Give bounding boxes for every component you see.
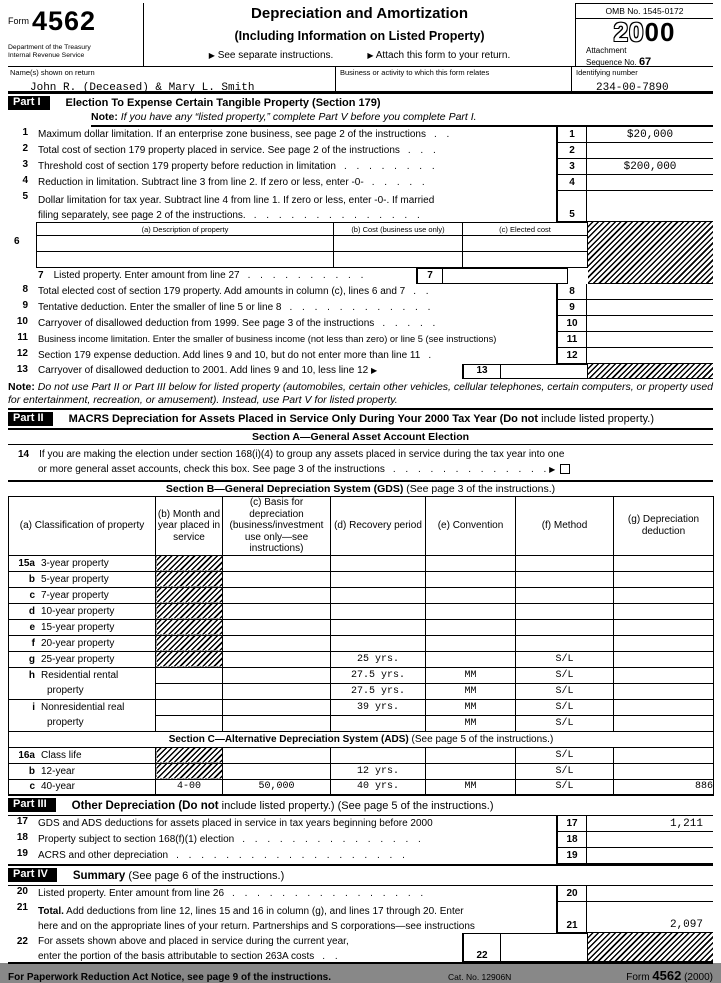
deduction-field[interactable] xyxy=(614,635,714,651)
line-5-box: 5 xyxy=(556,191,587,222)
month-year-field[interactable] xyxy=(156,667,223,683)
line-1-box: 1 xyxy=(556,127,587,143)
form-subtitle: (Including Information on Listed Property) xyxy=(234,29,485,43)
shaded-cell xyxy=(156,619,223,635)
attach-note: ▶ Attach this form to your return. xyxy=(367,50,511,61)
line-11-text: Business income limitation. Enter the smaller of business income (not less than zero) or line 5 (see instructions) xyxy=(38,333,497,344)
basis-field[interactable] xyxy=(223,603,331,619)
deduction-field[interactable] xyxy=(614,619,714,635)
basis-field[interactable] xyxy=(223,635,331,651)
line-11 xyxy=(8,332,713,348)
deduction-field[interactable] xyxy=(614,571,714,587)
line-12-text: Section 179 expense deduction. Add lines 9 and 10, but do not enter more than line 11 . xyxy=(38,349,432,361)
shaded-cell xyxy=(156,651,223,667)
listed-property-note: Note: Do not use Part II or Part III below for listed property (automobiles, certain other vehicles, cellular telephones, certain computers, or property used for entertainment, recreation, or amusement). Instead, use Part V for listed property. xyxy=(8,380,714,406)
recovery-field[interactable]: 39 yrs. xyxy=(331,699,426,715)
part4-bar xyxy=(8,864,713,886)
convention-field[interactable]: MM xyxy=(426,779,516,795)
section-c-title: Section C—Alternative Depreciation System (ADS) (See page 5 of the instructions.) xyxy=(9,731,714,747)
line-2 xyxy=(8,143,713,159)
line-12 xyxy=(8,348,713,364)
identity-strip xyxy=(8,67,713,94)
line-18-box: 18 xyxy=(556,832,587,848)
row-15c: c 7-year property xyxy=(9,587,714,603)
line-6-row2-cost-field[interactable] xyxy=(333,252,462,268)
line-4-value-field[interactable] xyxy=(587,175,713,191)
line-3-box: 3 xyxy=(556,159,587,175)
line-10 xyxy=(8,316,713,332)
line-12-value-field[interactable] xyxy=(587,348,713,364)
part1-bar xyxy=(8,94,713,112)
line-6-row2 xyxy=(8,252,588,268)
basis-field[interactable] xyxy=(223,571,331,587)
line-2-text: Total cost of section 179 property placed in service. See page 2 of the instructions . . . xyxy=(38,144,436,156)
col-a-header: (a) Description of property xyxy=(36,222,333,236)
part2-bar xyxy=(8,408,713,430)
part3-bar xyxy=(8,796,713,816)
deduction-field[interactable] xyxy=(614,747,714,763)
line-14: 14 If you are making the election under section 168(i)(4) to group any assets placed in service during the tax year into one or more general asset accounts, check this box. See page 3 of the instructions . . . . . . . . . . . . . ▶ xyxy=(8,445,713,482)
line-1-number: 1 xyxy=(22,126,28,138)
section-a-title: Section A—General Asset Account Election xyxy=(8,430,713,445)
deduction-field[interactable] xyxy=(614,683,714,699)
line-18-value-field[interactable] xyxy=(587,832,713,848)
line-13 xyxy=(8,364,713,379)
see-instructions-note: ▶ See separate instructions. xyxy=(208,50,334,61)
part4-title: Summary (See page 6 of the instructions.) xyxy=(72,869,285,882)
line-10-value-field[interactable] xyxy=(587,316,713,332)
part3-chip: Part III xyxy=(8,798,56,812)
line-12-number: 12 xyxy=(16,347,28,359)
line-6-row2-elected-cost-field[interactable] xyxy=(462,252,588,268)
method-field[interactable]: S/L xyxy=(516,763,614,779)
method-field[interactable]: S/L xyxy=(516,715,614,731)
line-6-row1-cost-field[interactable] xyxy=(333,236,462,252)
line-13-box: 13 xyxy=(462,364,501,379)
line-7-text: 7 Listed property. Enter amount from line 27 . . . . . . . . . . xyxy=(38,269,364,281)
recovery-field[interactable]: 40 yrs. xyxy=(331,779,426,795)
convention-field[interactable] xyxy=(426,571,516,587)
part1-chip: Part I xyxy=(8,96,50,110)
depreciation-table xyxy=(8,496,714,796)
recovery-field[interactable] xyxy=(331,571,426,587)
month-year-field[interactable] xyxy=(156,715,223,731)
identifying-number-field[interactable]: 234-00-7890 xyxy=(596,82,669,94)
business-label: Business or activity to which this form relates xyxy=(340,68,490,77)
method-field[interactable]: S/L xyxy=(516,683,614,699)
line-21-number: 21 xyxy=(16,901,28,913)
line-2-value-field[interactable] xyxy=(587,143,713,159)
convention-field[interactable] xyxy=(426,651,516,667)
convention-field[interactable] xyxy=(426,635,516,651)
line-4-text: Reduction in limitation. Subtract line 3 from line 2. If zero or less, enter -0- . . . . . xyxy=(38,176,425,188)
line-14-number: 14 xyxy=(18,449,30,461)
line-4-number: 4 xyxy=(22,174,28,186)
shaded-cell xyxy=(156,603,223,619)
recovery-field[interactable] xyxy=(331,555,426,571)
row-15e: e 15-year property xyxy=(9,619,714,635)
convention-field[interactable] xyxy=(426,555,516,571)
line-17-number: 17 xyxy=(16,815,28,827)
method-field[interactable]: S/L xyxy=(516,699,614,715)
shaded-cell xyxy=(156,763,223,779)
line-4 xyxy=(8,175,713,191)
right-arrow-icon: ▶ xyxy=(367,51,374,60)
identifying-number-label: Identifying number xyxy=(576,68,638,77)
col-g-header: (g) Depreciation deduction xyxy=(614,497,714,556)
line-19-box: 19 xyxy=(556,848,587,864)
convention-field[interactable]: MM xyxy=(426,715,516,731)
line-12-box: 12 xyxy=(556,348,587,364)
method-field[interactable] xyxy=(516,587,614,603)
line-17-text: GDS and ADS deductions for assets placed in service in tax years beginning before 2000 xyxy=(38,817,433,829)
line-10-box: 10 xyxy=(556,316,587,332)
method-field[interactable]: S/L xyxy=(516,667,614,683)
line-20-text: Listed property. Enter amount from line 26 . . . . . . . . . . . . . . . . xyxy=(38,887,424,899)
part1-note: Note: If you have any “listed property,” complete Part V before you complete Part I. xyxy=(91,111,713,127)
line-8-value-field[interactable] xyxy=(587,284,713,300)
form-footer-id: Form 4562 (2000) xyxy=(626,967,713,983)
name-label: Name(s) shown on return xyxy=(10,68,95,77)
dept-line2: Internal Revenue Service xyxy=(8,52,85,60)
paperwork-notice: For Paperwork Reduction Act Notice, see page 9 of the instructions. xyxy=(8,971,332,983)
basis-field[interactable] xyxy=(223,587,331,603)
method-field[interactable]: S/L xyxy=(516,779,614,795)
row-16c: c 40-year 4-00 50,000 40 yrs. MM S/L 886 xyxy=(9,779,714,795)
line-5-number: 5 xyxy=(22,190,28,202)
line-5-text: Dollar limitation for tax year. Subtract line 4 from line 1. If zero or less, enter -0-. If married filing separately, see page 2 of the instructions. . . . . . . . . . . . . . . xyxy=(38,194,435,221)
row-15f: f 20-year property xyxy=(9,635,714,651)
shaded-cell xyxy=(156,571,223,587)
line-1-text: Maximum dollar limitation. If an enterprise zone business, see page 2 of the instructions . . xyxy=(38,128,450,140)
name-field[interactable]: John R. (Deceased) & Mary L. Smith xyxy=(30,82,255,94)
basis-field[interactable] xyxy=(223,699,331,715)
basis-field[interactable] xyxy=(223,715,331,731)
deduction-field[interactable] xyxy=(614,763,714,779)
line-8-box: 8 xyxy=(556,284,587,300)
recovery-field[interactable] xyxy=(331,603,426,619)
shaded-cell xyxy=(156,587,223,603)
recovery-field[interactable] xyxy=(331,635,426,651)
line-8-text: Total elected cost of section 179 property. Add amounts in column (c), lines 6 and 7 . . xyxy=(38,285,429,297)
line-19-value-field[interactable] xyxy=(587,848,713,864)
shaded-area xyxy=(588,222,713,284)
col-f-header: (f) Method xyxy=(516,497,614,556)
row-16b: b 12-year 12 yrs. S/L xyxy=(9,763,714,779)
line-1 xyxy=(8,127,713,143)
line-19-text: ACRS and other depreciation . . . . . . . . . . . . . . . . . . . xyxy=(38,849,405,861)
line-7-box: 7 xyxy=(416,268,443,284)
line-9-box: 9 xyxy=(556,300,587,316)
sequence-number: Sequence No. 67 xyxy=(586,56,652,69)
deduction-field[interactable] xyxy=(614,699,714,715)
line-5 xyxy=(8,191,713,222)
row-15g: g 25-year property 25 yrs. S/L xyxy=(9,651,714,667)
basis-field[interactable] xyxy=(223,555,331,571)
line-6-row1-description-field[interactable] xyxy=(36,236,333,252)
month-year-field[interactable] xyxy=(156,699,223,715)
shaded-cell xyxy=(156,555,223,571)
part3-title: Other Depreciation (Do not include listed property.) (See page 5 of the instructions.) xyxy=(71,800,494,813)
month-year-field[interactable]: 4-00 xyxy=(156,779,223,795)
shaded-cell xyxy=(156,635,223,651)
recovery-field[interactable] xyxy=(331,715,426,731)
line-7 xyxy=(8,268,588,284)
line-22-box: 22 xyxy=(462,933,501,962)
line-8 xyxy=(8,284,713,300)
line-19-number: 19 xyxy=(16,847,28,859)
line-3-text: Threshold cost of section 179 property before reduction in limitation . . . . . . . . xyxy=(38,160,435,172)
method-field[interactable] xyxy=(516,555,614,571)
form-number: 4562 xyxy=(32,6,97,36)
line-6-row1-elected-cost-field[interactable] xyxy=(462,236,588,252)
general-asset-election-checkbox[interactable] xyxy=(560,464,570,474)
recovery-field[interactable]: 27.5 yrs. xyxy=(331,667,426,683)
deduction-field[interactable]: 886 xyxy=(614,779,714,795)
shaded-area xyxy=(588,933,713,962)
line-13-text: 13 Carryover of disallowed deduction to 2001. Add lines 9 and 10, less line 12 ▶ xyxy=(16,363,378,376)
form-footer xyxy=(8,964,713,983)
form-title-block xyxy=(144,3,576,66)
row-15a: 15a 3-year property xyxy=(9,555,714,571)
line-21-value-field[interactable]: 2,097 xyxy=(587,902,713,933)
convention-field[interactable] xyxy=(426,587,516,603)
col-b-header: (b) Month and year placed in service xyxy=(156,497,223,556)
line-13-value-field[interactable] xyxy=(501,364,588,379)
section-b-title: Section B—General Depreciation System (GDS) (See page 3 of the instructions.) xyxy=(165,483,556,496)
basis-field[interactable] xyxy=(223,651,331,667)
convention-field[interactable] xyxy=(426,603,516,619)
line-11-box: 11 xyxy=(556,332,587,348)
line-6-row1 xyxy=(8,236,588,252)
line-20 xyxy=(8,886,713,902)
line-3-value-field[interactable]: $200,000 xyxy=(587,159,713,175)
line-17 xyxy=(8,816,713,832)
line-11-value-field[interactable] xyxy=(587,332,713,348)
convention-field[interactable]: MM xyxy=(426,667,516,683)
omb-number: OMB No. 1545-0172 xyxy=(576,4,713,19)
line-6-row2-description-field[interactable] xyxy=(36,252,333,268)
line-9 xyxy=(8,300,713,316)
convention-field[interactable] xyxy=(426,763,516,779)
method-field[interactable] xyxy=(516,603,614,619)
line-9-text: Tentative deduction. Enter the smaller of line 5 or line 8 . . . . . . . . . . . . xyxy=(38,301,431,313)
method-field[interactable]: S/L xyxy=(516,651,614,667)
part2-title: MACRS Depreciation for Assets Placed in Service Only During Your 2000 Tax Year (Do not include listed property.) xyxy=(68,413,655,426)
deduction-field[interactable] xyxy=(614,555,714,571)
line-6-table xyxy=(8,222,713,284)
form-number-block xyxy=(8,3,144,66)
recovery-field[interactable] xyxy=(331,619,426,635)
deduction-field[interactable] xyxy=(614,667,714,683)
convention-field[interactable]: MM xyxy=(426,699,516,715)
line-9-value-field[interactable] xyxy=(587,300,713,316)
line-19 xyxy=(8,848,713,864)
business-field[interactable] xyxy=(340,82,360,94)
row-15b: b 5-year property xyxy=(9,571,714,587)
convention-field[interactable]: MM xyxy=(426,683,516,699)
dept-line1: Department of the Treasury xyxy=(8,44,91,51)
line-22-value-field[interactable] xyxy=(501,933,588,962)
form-header xyxy=(8,3,713,67)
row-16a: 16a Class life S/L xyxy=(9,747,714,763)
part4-chip: Part IV xyxy=(8,868,57,882)
line-20-box: 20 xyxy=(556,886,587,902)
tax-year: 2000 xyxy=(613,17,676,47)
row-15d: d 10-year property xyxy=(9,603,714,619)
recovery-field[interactable]: 27.5 yrs. xyxy=(331,683,426,699)
line-9-number: 9 xyxy=(22,299,28,311)
col-d-header: (d) Recovery period xyxy=(331,497,426,556)
deduction-field[interactable] xyxy=(614,603,714,619)
part2-chip: Part II xyxy=(8,412,53,426)
row-15h-1: h Residential rental property 27.5 yrs. MM S/L xyxy=(9,667,714,683)
shaded-area xyxy=(588,364,713,379)
line-21-text: Total. Add deductions from line 12, lines 15 and 16 in column (g), and lines 17 through 20. Enter here and on the appropriate lines of your return. Partnerships and S corporations—see instructions xyxy=(38,905,475,932)
line-8-number: 8 xyxy=(22,283,28,295)
method-field[interactable]: S/L xyxy=(516,747,614,763)
shaded-cell xyxy=(156,747,223,763)
line-21 xyxy=(8,902,713,933)
line-18 xyxy=(8,832,713,848)
line-22-text: 22 For assets shown above and placed in service during the current year, enter the portion of the basis attributable to section 263A costs . . xyxy=(16,935,349,962)
line-3-number: 3 xyxy=(22,158,28,170)
line-4-box: 4 xyxy=(556,175,587,191)
basis-field[interactable]: 50,000 xyxy=(223,779,331,795)
col-e-header: (e) Convention xyxy=(426,497,516,556)
col-a-header: (a) Classification of property xyxy=(9,497,156,556)
deduction-field[interactable] xyxy=(614,587,714,603)
line-1-value-field[interactable]: $20,000 xyxy=(587,127,713,143)
part1-title: Election To Expense Certain Tangible Property (Section 179) xyxy=(65,97,381,109)
line-6-number: 6 xyxy=(14,235,20,247)
deduction-field[interactable] xyxy=(614,715,714,731)
line-3 xyxy=(8,159,713,175)
basis-field[interactable] xyxy=(223,683,331,699)
month-year-field[interactable] xyxy=(156,683,223,699)
recovery-field[interactable]: 25 yrs. xyxy=(331,651,426,667)
col-c-header: (c) Elected cost xyxy=(462,222,588,236)
line-2-number: 2 xyxy=(22,142,28,154)
line-22 xyxy=(8,933,713,964)
line-17-value-field[interactable]: 1,211 xyxy=(587,816,713,832)
recovery-field[interactable]: 12 yrs. xyxy=(331,763,426,779)
line-17-box: 17 xyxy=(556,816,587,832)
line-18-text: Property subject to section 168(f)(1) election . . . . . . . . . . . . . . . xyxy=(38,833,421,845)
convention-field[interactable] xyxy=(426,747,516,763)
recovery-field[interactable] xyxy=(331,587,426,603)
deduction-field[interactable] xyxy=(614,651,714,667)
row-15i-1: i Nonresidential real property 39 yrs. MM S/L xyxy=(9,699,714,715)
method-field[interactable] xyxy=(516,619,614,635)
line-7-value-field[interactable] xyxy=(443,268,568,284)
line-21-box: 21 xyxy=(556,902,587,933)
line-20-number: 20 xyxy=(16,885,28,897)
line-10-number: 10 xyxy=(16,315,28,327)
method-field[interactable] xyxy=(516,571,614,587)
basis-field[interactable] xyxy=(223,763,331,779)
method-field[interactable] xyxy=(516,635,614,651)
line-5-value-field[interactable] xyxy=(587,191,713,222)
basis-field[interactable] xyxy=(223,667,331,683)
right-arrow-icon: ▶ xyxy=(549,465,556,475)
attachment-label: Attachment xyxy=(586,46,627,56)
line-2-box: 2 xyxy=(556,143,587,159)
col-b-header: (b) Cost (business use only) xyxy=(333,222,462,236)
form-title: Depreciation and Amortization xyxy=(251,5,468,22)
col-c-header: (c) Basis for depreciation (business/investment use only—see instructions) xyxy=(223,497,331,556)
omb-year-block xyxy=(576,3,713,69)
line-18-number: 18 xyxy=(16,831,28,843)
line-20-value-field[interactable] xyxy=(587,886,713,902)
convention-field[interactable] xyxy=(426,619,516,635)
catalog-number: Cat. No. 12906N xyxy=(448,971,512,982)
line-10-text: Carryover of disallowed deduction from 1999. See page 3 of the instructions . . . . . xyxy=(38,317,436,329)
right-arrow-icon: ▶ xyxy=(371,365,378,375)
right-arrow-icon: ▶ xyxy=(208,51,215,60)
recovery-field[interactable] xyxy=(331,747,426,763)
form-word: Form xyxy=(8,16,29,26)
basis-field[interactable] xyxy=(223,747,331,763)
basis-field[interactable] xyxy=(223,619,331,635)
line-11-number: 11 xyxy=(17,331,28,343)
